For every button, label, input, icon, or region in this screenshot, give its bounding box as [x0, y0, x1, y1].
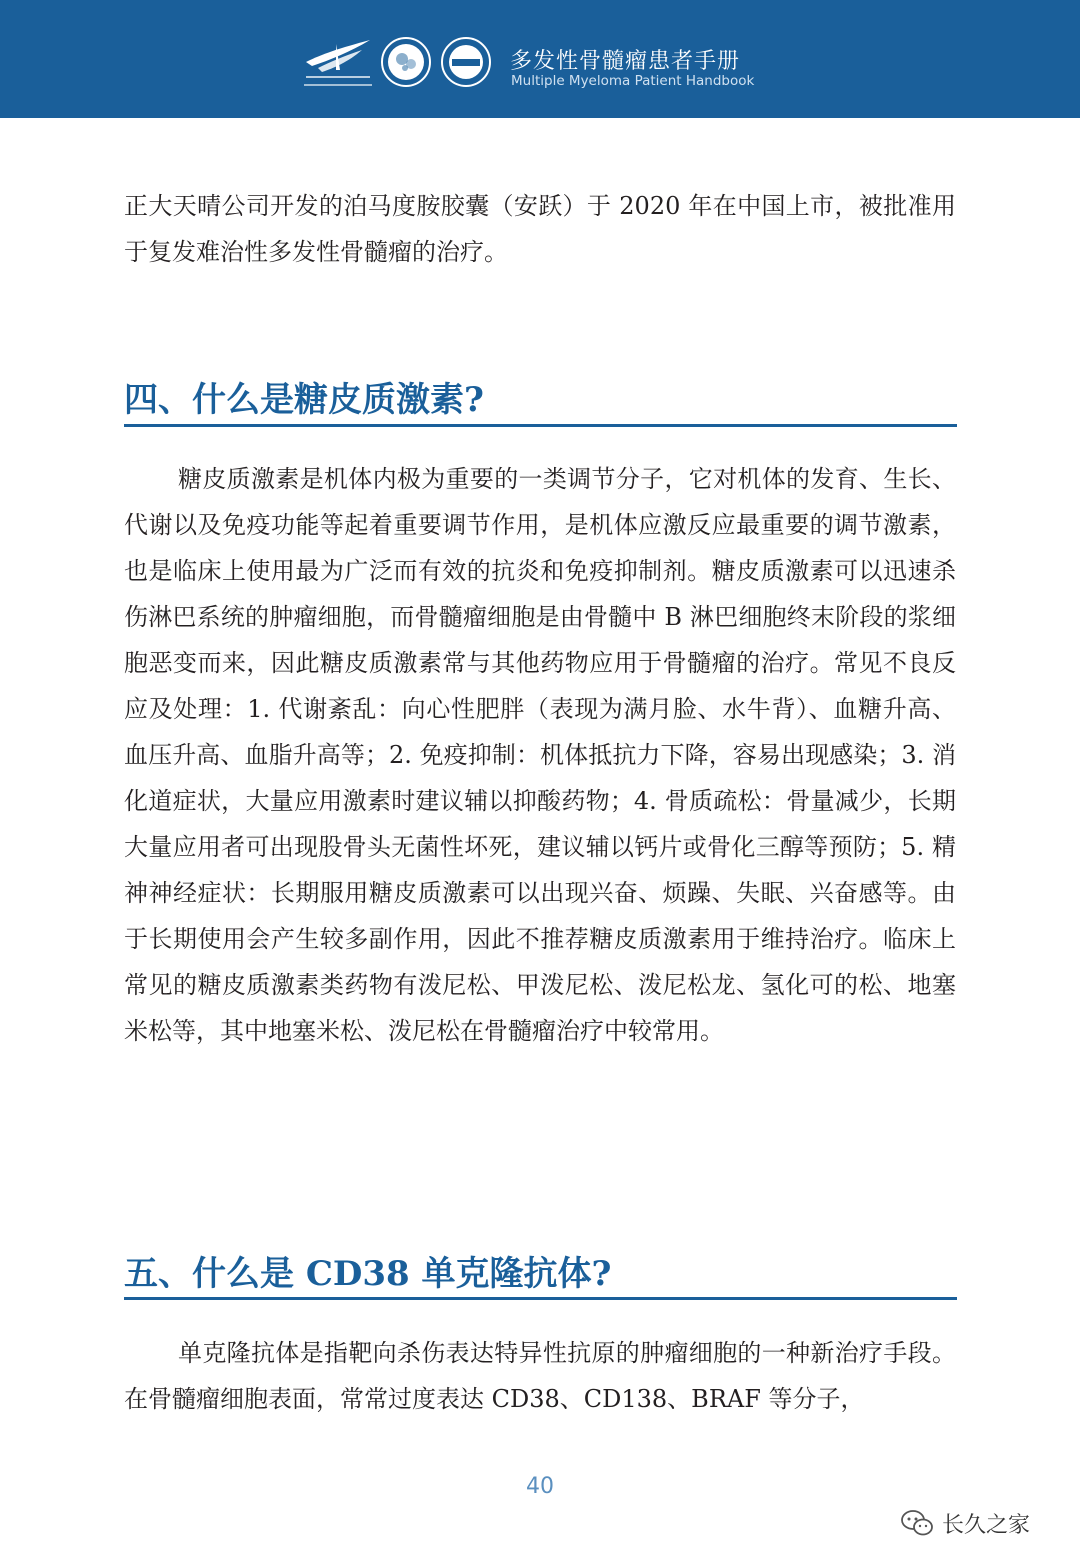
watermark-text: 长久之家 — [942, 1512, 1031, 1538]
page-header — [0, 0, 1080, 118]
section-heading-cd38-antibody: 五、什么是 CD38 单克隆抗体? — [124, 1254, 612, 1294]
page-number: 40 — [526, 1474, 554, 1499]
wechat-icon — [900, 1508, 934, 1538]
handbook-title: 多发性骨髓瘤患者手册 — [510, 49, 741, 74]
paragraph-pomalidomide: 正大天晴公司开发的泊马度胺胶囊（安跃）于 2020 年在中国上市，被批准用于复发难治性多发性骨髓瘤的治疗。 — [124, 192, 956, 266]
paragraph-glucocorticoids: 糖皮质激素是机体内极为重要的一类调节分子，它对机体的发育、生长、代谢以及免疫功能等起着重要调节作用，是机体应激反应最重要的调节激素，也是临床上使用最为广泛而有效的抗炎和免疫抑制剂。糖皮质激素可以迅速杀伤淋巴系统的肿瘤细胞，而骨髓瘤细胞是由骨髓中 B 淋巴细胞终末阶段的浆细胞恶变而来，因此糖皮质激素常与其他药物应用于骨髓瘤的治疗。常见不良反应及处理：1. 代谢紊乱：向心性肥胖（表现为满月脸、水牛背）、血糖升高、血压升高、血脂升高等；2. 免疫抑制：机体抵抗力下降，容易出现感染；3. 消化道症状，大量应用激素时建议辅以抑酸药物；4. 骨质疏松：骨量减少，长期大量应用者可出现股骨头无菌性坏死，建议辅以钙片或骨化三醇等预防；5. 精神神经症状：长期服用糖皮质激素可以出现兴奋、烦躁、失眠、兴奋感等。由于长期使用会产生较多副作用，因此不推荐糖皮质激素用于维持治疗。临床上常见的糖皮质激素类药物有泼尼松、甲泼尼松、泼尼松龙、氢化可的松、地塞米松等，其中地塞米松、泼尼松在骨髓瘤治疗中较常用。 — [124, 465, 956, 1045]
handbook-subtitle: Multiple Myeloma Patient Handbook — [511, 73, 755, 89]
watermark — [900, 1503, 1030, 1543]
organization-logo-icon — [300, 34, 376, 92]
heading-underline — [124, 1297, 957, 1300]
mmicc-logo-icon — [440, 36, 492, 88]
section-heading-glucocorticoids: 四、什么是糖皮质激素? — [124, 380, 484, 420]
heading-underline — [124, 424, 957, 427]
society-seal-icon — [380, 36, 432, 88]
paragraph-monoclonal-antibody: 单克隆抗体是指靶向杀伤表达特异性抗原的肿瘤细胞的一种新治疗手段。在骨髓瘤细胞表面，常常过度表达 CD38、CD138、BRAF 等分子， — [124, 1339, 956, 1413]
